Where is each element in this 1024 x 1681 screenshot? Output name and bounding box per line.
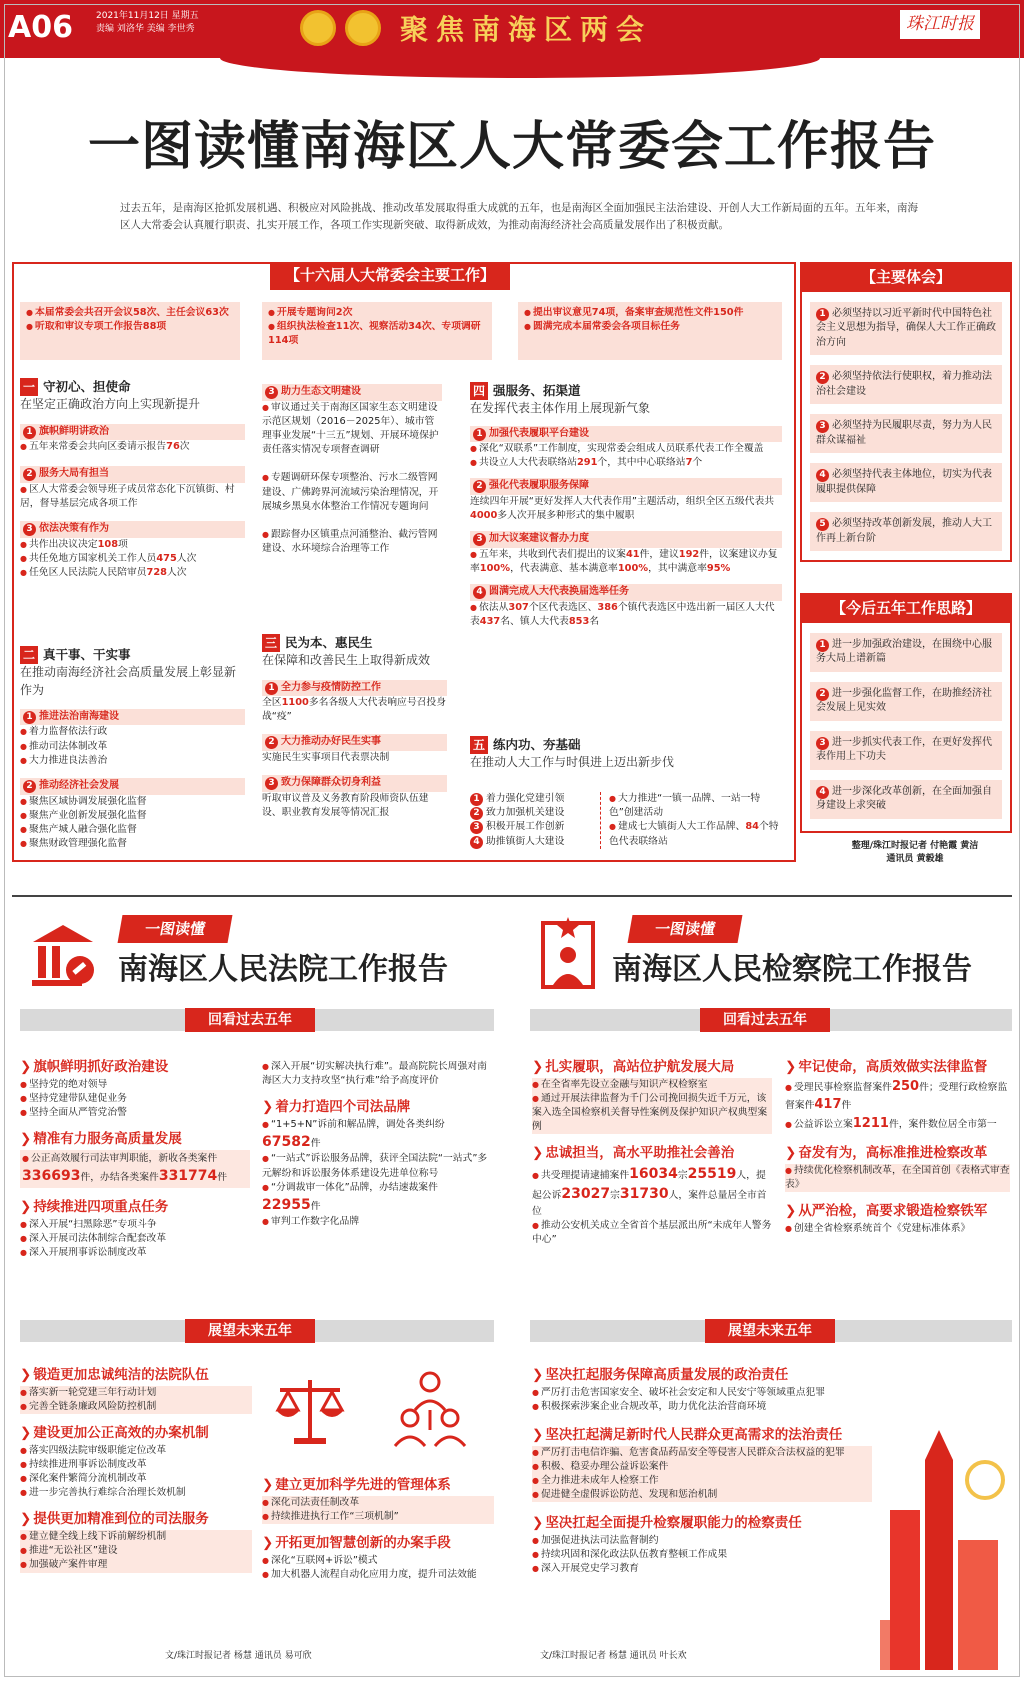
eco-column: 3 助力生态文明建设 ● 审议通过关于南海区国家生态文明建设示范区规划（2016－2025年）、城市管理事业发展“十三五”规划、开展环境保护责任落实情况专项督查调研 ● 专题调研环保专项整治、污水二级管网建设、广佛跨界河流域污染治理情况，开展城乡黑臭水体整治工作情况专题询问 ● 跟踪督办区镇重点河涌整治、截污管网建设、水环境综合治理等工作	[262, 384, 442, 556]
stats-box-1: ● 本届常委会共召开会议58次、主任会议63次 ● 听取和审议专项工作报告88项	[20, 302, 240, 360]
section-name: 聚焦南海区两会	[400, 13, 653, 46]
section-5-right: ● 大力推进“一镇一品牌、一站一特色”创建活动 ● 建成七大镇街人大工作品牌、84个特色代表联络站	[600, 792, 780, 849]
court-past-right: ● 深入开展“切实解决执行难”。最高院院长周强对南海区大力支持攻坚“执行难”给予高度评价 ❯ 着力打造四个司法品牌 ● “1+5+N”诉前和解品牌，调处各类纠纷 67582件 ● “一站式”诉讼服务品牌，获评全国法院“一站式”多元解纷和诉讼服务体系建设先进单位称号 ● “分调裁审一体化”品牌，办结速裁案件 22955件 ● 审判工作数字化品牌	[262, 1060, 494, 1230]
section-4: 四 强服务、拓渠道 在发挥代表主体作用上展现新气象 1 加强代表履职平台建设 ● 深化“双联系”工作制度，实现常委会组成人员联系代表工作全覆盖 ● 共设立人大代表联络站291个，其中中心联络站7个 2 强化代表履职服务保障 连续四年开展“更好发挥人大代表作用”主题活动，组织全区五级代表共4000多人次开展多种形式的集中履职 3 加大议案建议督办力度 ● 五年来，共收到代表们提出的议案41件，建议192件，议案建议办复率100%，代表满意、基本满意率100%，其中满意率95% 4 圆满完成人大代表换届选举任务 ● 依法从307个区代表选区、386个镇代表选区中选出新一届区人大代表437名、镇人大代表853名	[470, 382, 782, 629]
proc-future: ❯ 坚决扛起服务保障高质量发展的政治责任 ● 严厉打击危害国家安全、破坏社会安定和人民安宁等领域重点犯罪 ● 积极探索涉案企业合规改革，助力优化法治营商环境 ❯ 坚决扛起满足新时代人民群众更高需求的法治责任 ● 严厉打击电信诈骗、危害食品药品安全等侵害人民群众合法权益的犯罪 ● 积极、稳妥办理公益诉讼案件 ● 全力推进未成年人检察工作 ● 促进健全虚假诉讼防范、发现和惩治机制 ❯ 坚决扛起全面提升检察履职能力的检察责任 ● 加强促进执法司法监督制约 ● 持续巩固和深化政法队伍教育整顿工作成果 ● 深入开展党史学习教育	[532, 1366, 872, 1577]
section-1: 一 守初心、担使命 在坚定正确政治方向上实现新提升 1 旗帜鲜明讲政治 ● 五年来常委会共向区委请示报告76次 2 服务大局有担当 ● 区人大常委会领导班子成员常态化下沉镇街、村居，督导基层完成各项工作 3 依法决策有作为 ● 共作出决议决定108项 ● 共任免地方国家机关工作人员475人次 ● 任免区人民法院人民陪审员728人次	[20, 378, 245, 580]
newspaper-logo: 珠江时报	[900, 10, 980, 39]
divider	[12, 895, 1012, 897]
proc-tag: 一图读懂	[628, 915, 743, 943]
section-5-list: 1 着力强化党建引领 2 致力加强机关建设 3 积极开展工作创新 4 助推镇街人大建设	[470, 792, 600, 849]
court-tag: 一图读懂	[118, 915, 233, 943]
court-past-ribbon: 回看过去五年	[185, 1008, 315, 1032]
future-frame: 【今后五年工作思路】 1 进一步加强政治建设，在围绕中心服务大局上谱新篇 2 进一步强化监督工作，在助推经济社会发展上见实效 3 进一步抓实代表工作，在更好发挥代表作用上下功夫 4 进一步深化改革创新，在全面加强自身建设上求突破	[800, 593, 1012, 833]
work-title: 【十六届人大常委会主要工作】	[270, 262, 510, 290]
page-number: A06	[8, 10, 73, 45]
city-buildings-illustration	[880, 1420, 1010, 1670]
section-5: 五 练内功、夯基础 在推动人大工作与时俱进上迈出新步伐	[470, 737, 675, 770]
proc-past-ribbon: 回看过去五年	[700, 1008, 830, 1032]
stats-box-2: ● 开展专题询问2次 ● 组织执法检查11次、视察活动34次、专项调研114项	[262, 302, 492, 360]
court-building-icon	[28, 920, 98, 990]
proc-title: 南海区人民检察院工作报告	[612, 952, 972, 987]
proc-past-left: ❯ 扎实履职，高站位护航发展大局 ● 在全省率先设立金融与知识产权检察室 ● 通过开展法律监督为千门公司挽回损失近千万元，该案入选全国检察机关督导性案例及保护知识产权典型案例 ❯ 忠诚担当，高水平助推社会善治 ● 共受理提请逮捕案件16034宗25519人，提起公诉23027宗31730人，案件总量居全市首位 ● 推动公安机关成立全省首个基层派出所“未成年人警务中心”	[532, 1058, 772, 1247]
cppcc-emblem-icon	[345, 10, 381, 46]
procuratorate-icon	[535, 915, 600, 990]
credit-1: 整理/珠江时报记者 付艳霞 黄洁 通讯员 黄毅雄	[851, 841, 979, 865]
date-line: 2021年11月12日 星期五 责编 刘洛华 美编 李世秀	[96, 11, 199, 34]
main-title: 一图读懂南海区人大常委会工作报告	[87, 117, 936, 177]
experience-frame: 【主要体会】 1 必须坚持以习近平新时代中国特色社会主义思想为指导，确保人大工作正确政治方向 2 必须坚持依法行使职权，着力推动法治社会建设 3 必须坚持为民履职尽责，努力为人民群众谋福祉 4 必须坚持代表主体地位，切实为代表履职提供保障 5 必须坚持改革创新发展，推动人大工作再上新台阶	[800, 262, 1012, 562]
national-emblem-icon	[300, 10, 336, 46]
stats-box-3: ● 提出审议意见74项，备案审查规范性文件150件 ● 圆满完成本届常委会各项目标任务	[518, 302, 782, 360]
court-credit: 文/珠江时报记者 杨慧 通讯员 易可欣	[165, 1651, 312, 1661]
team-icon	[385, 1370, 475, 1450]
court-future-right: ❯ 建立更加科学先进的管理体系 ● 深化司法责任制改革 ● 持续推进执行工作“三项机制” ❯ 开拓更加智慧创新的办案手段 ● 深化“互联网+诉讼”模式 ● 加大机器人流程自动化应用力度，提升司法效能	[262, 1476, 494, 1582]
court-past-left: ❯ 旗帜鲜明抓好政治建设 ● 坚持党的绝对领导 ● 坚持党建带队建促业务 ● 坚持全面从严管党治警 ❯ 精准有力服务高质量发展 ● 公正高效履行司法审判职能，新收各类案件 336693件，办结各类案件331774件 ❯ 持续推进四项重点任务 ● 深入开展“扫黑除恶”专项斗争 ● 深入开展司法体制综合配套改革 ● 深入开展刑事诉讼制度改革	[20, 1058, 250, 1260]
section-3: 三 民为本、惠民生 在保障和改善民生上取得新成效 1 全力参与疫情防控工作 全区1100多名各级人大代表响应号召投身战“疫” 2 大力推动办好民生实事 实施民生实事项目代表票决制 3 致力保障群众切身利益 听取审议普及义务教育阶段师资队伍建设、职业教育发展等情况汇报	[262, 635, 447, 818]
court-future-ribbon: 展望未来五年	[185, 1319, 315, 1343]
proc-past-right: ❯ 牢记使命，高质效做实法律监督 ● 受理民事检察监督案件250件；受理行政检察监督案件417件 ● 公益诉讼立案1211件，案件数位居全市第一 ❯ 奋发有为，高标准推进检察改革 ● 持续优化检察机制改革，在全国首创《表格式审查表》 ❯ 从严治检，高要求锻造检察铁军 ● 创建全省检察系统首个《党建标准体系》	[785, 1058, 1010, 1236]
proc-future-ribbon: 展望未来五年	[705, 1319, 835, 1343]
proc-credit: 文/珠江时报记者 杨慧 通讯员 叶长欢	[540, 1651, 687, 1661]
court-title: 南海区人民法院工作报告	[118, 952, 448, 987]
scales-icon	[270, 1370, 350, 1450]
court-future-left: ❯ 锻造更加忠诚纯洁的法院队伍 ● 落实新一轮党建三年行动计划 ● 完善全链条廉政风险防控机制 ❯ 建设更加公正高效的办案机制 ● 落实四级法院审级职能定位改革 ● 持续推进刑事诉讼制度改革 ● 深化案件繁简分流机制改革 ● 进一步完善执行难综合治理长效机制 ❯ 提供更加精准到位的司法服务 ● 建立健全线上线下诉前解纷机制 ● 推进“无讼社区”建设 ● 加强破产案件审理	[20, 1366, 252, 1573]
section-2: 二 真干事、干实事 在推动南海经济社会高质量发展上彰显新作为 1 推进法治南海建设 ● 着力监督依法行政 ● 推动司法体制改革 ● 大力推进良法善治 2 推动经济社会发展 ● 聚焦区域协调发展强化监督 ● 聚焦产业创新发展强化监督 ● 聚焦产城人融合强化监督 ● 聚焦财政管理强化监督	[20, 646, 245, 851]
intro-text: 过去五年，是南海区抢抓发展机遇、积极应对风险挑战、推动改革发展取得重大成就的五年，也是南海区全面加强民主法治建设、开创人大工作新局面的五年。五年来，南海区人大常委会认真履行职责、扎实开展工作，各项工作实现新突破、取得新成效，为推动南海经济社会高质量发展作出了积极贡献。	[120, 202, 918, 231]
